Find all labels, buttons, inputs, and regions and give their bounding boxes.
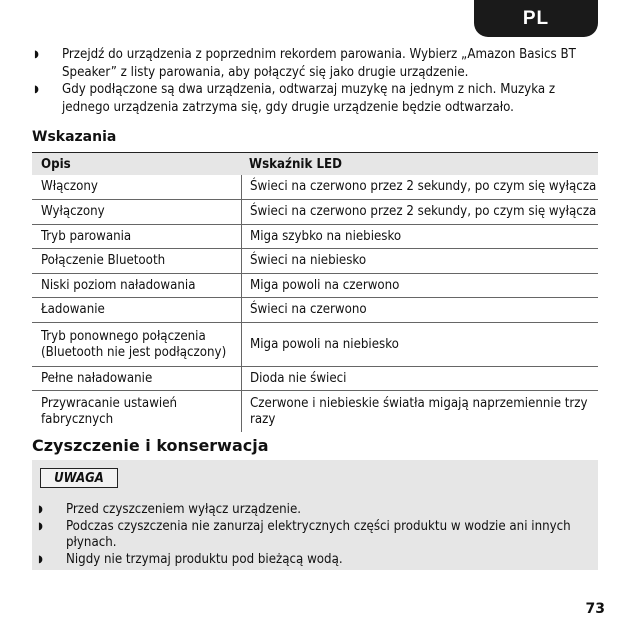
page-number: 73 xyxy=(585,601,605,617)
row-led: Czerwone i niebieskie światła migają naprzemiennie trzy razy xyxy=(241,391,598,432)
table-row xyxy=(32,200,598,225)
caution-text: Podczas czyszczenia nie zanurzaj elektrycznych części produktu w wodzie ani innych płynach. xyxy=(66,518,571,550)
bullet-text: Przejdź do urządzenia z poprzednim rekordem parowania. Wybierz „Amazon Basics BT Speaker” z listy parowania, aby połączyć się jako drugie urządzenie. xyxy=(62,47,576,80)
row-description: Połączenie Bluetooth xyxy=(41,253,166,268)
intro-bullet-list xyxy=(34,46,604,116)
cleaning-title: Czyszczenie i konserwacja xyxy=(32,436,269,455)
list-item xyxy=(34,46,604,81)
row-description: Ładowanie xyxy=(41,302,105,317)
caution-label: UWAGA xyxy=(40,468,118,488)
indications-table xyxy=(32,152,598,432)
caution-text: Przed czyszczeniem wyłącz urządzenie. xyxy=(66,502,302,517)
bullet-icon: ◗ xyxy=(38,553,43,565)
table-row xyxy=(32,175,598,200)
row-description: Niski poziom naładowania xyxy=(41,277,196,293)
row-led: Świeci na czerwono xyxy=(241,298,598,322)
table-row xyxy=(32,391,598,432)
table-row xyxy=(32,298,598,323)
row-led: Miga powoli na czerwono xyxy=(241,274,598,297)
row-led: Świeci na niebiesko xyxy=(241,249,598,273)
table-row xyxy=(32,274,598,298)
row-led: Miga szybko na niebiesko xyxy=(241,225,598,248)
bullet-icon: ◗ xyxy=(34,84,39,95)
table-row xyxy=(32,249,598,274)
list-item xyxy=(34,81,604,116)
row-led: Miga powoli na niebiesko xyxy=(241,323,598,366)
indications-title: Wskazania xyxy=(32,129,117,145)
bullet-icon: ◗ xyxy=(34,49,39,60)
language-label: PL xyxy=(522,7,550,29)
list-item xyxy=(38,519,588,552)
row-description: Tryb parowania xyxy=(41,228,132,244)
row-led: Świeci na czerwono przez 2 sekundy, po czym się wyłącza xyxy=(241,175,598,199)
table-row xyxy=(32,225,598,249)
list-item xyxy=(38,552,588,569)
language-tab xyxy=(474,0,598,37)
table-row xyxy=(32,367,598,391)
bullet-icon: ◗ xyxy=(38,520,43,532)
row-description: Wyłączony xyxy=(41,204,105,219)
caution-text: Nigdy nie trzymaj produktu pod bieżącą wodą. xyxy=(66,551,343,567)
table-header xyxy=(32,153,598,175)
table-row xyxy=(32,323,598,367)
caution-box xyxy=(32,460,598,570)
bullet-icon: ◗ xyxy=(38,504,43,515)
list-item xyxy=(38,502,588,519)
column-header-led: Wskaźnik LED xyxy=(249,156,342,172)
row-led: Świeci na czerwono przez 2 sekundy, po czym się wyłącza xyxy=(241,200,598,224)
row-description: Włączony xyxy=(41,179,98,194)
column-header-description: Opis xyxy=(41,156,71,172)
bullet-text: Gdy podłączone są dwa urządzenia, odtwarzaj muzykę na jednym z nich. Muzyka z jednego urządzenia zatrzyma się, gdy drugie urządzenie będzie odtwarzało. xyxy=(62,82,556,115)
row-description: Tryb ponownego połączenia (Bluetooth nie jest podłączony) xyxy=(41,328,227,360)
caution-list xyxy=(38,502,588,568)
row-description: Przywracanie ustawień fabrycznych xyxy=(41,395,178,427)
row-led: Dioda nie świeci xyxy=(241,367,598,390)
row-description: Pełne naładowanie xyxy=(41,370,153,386)
